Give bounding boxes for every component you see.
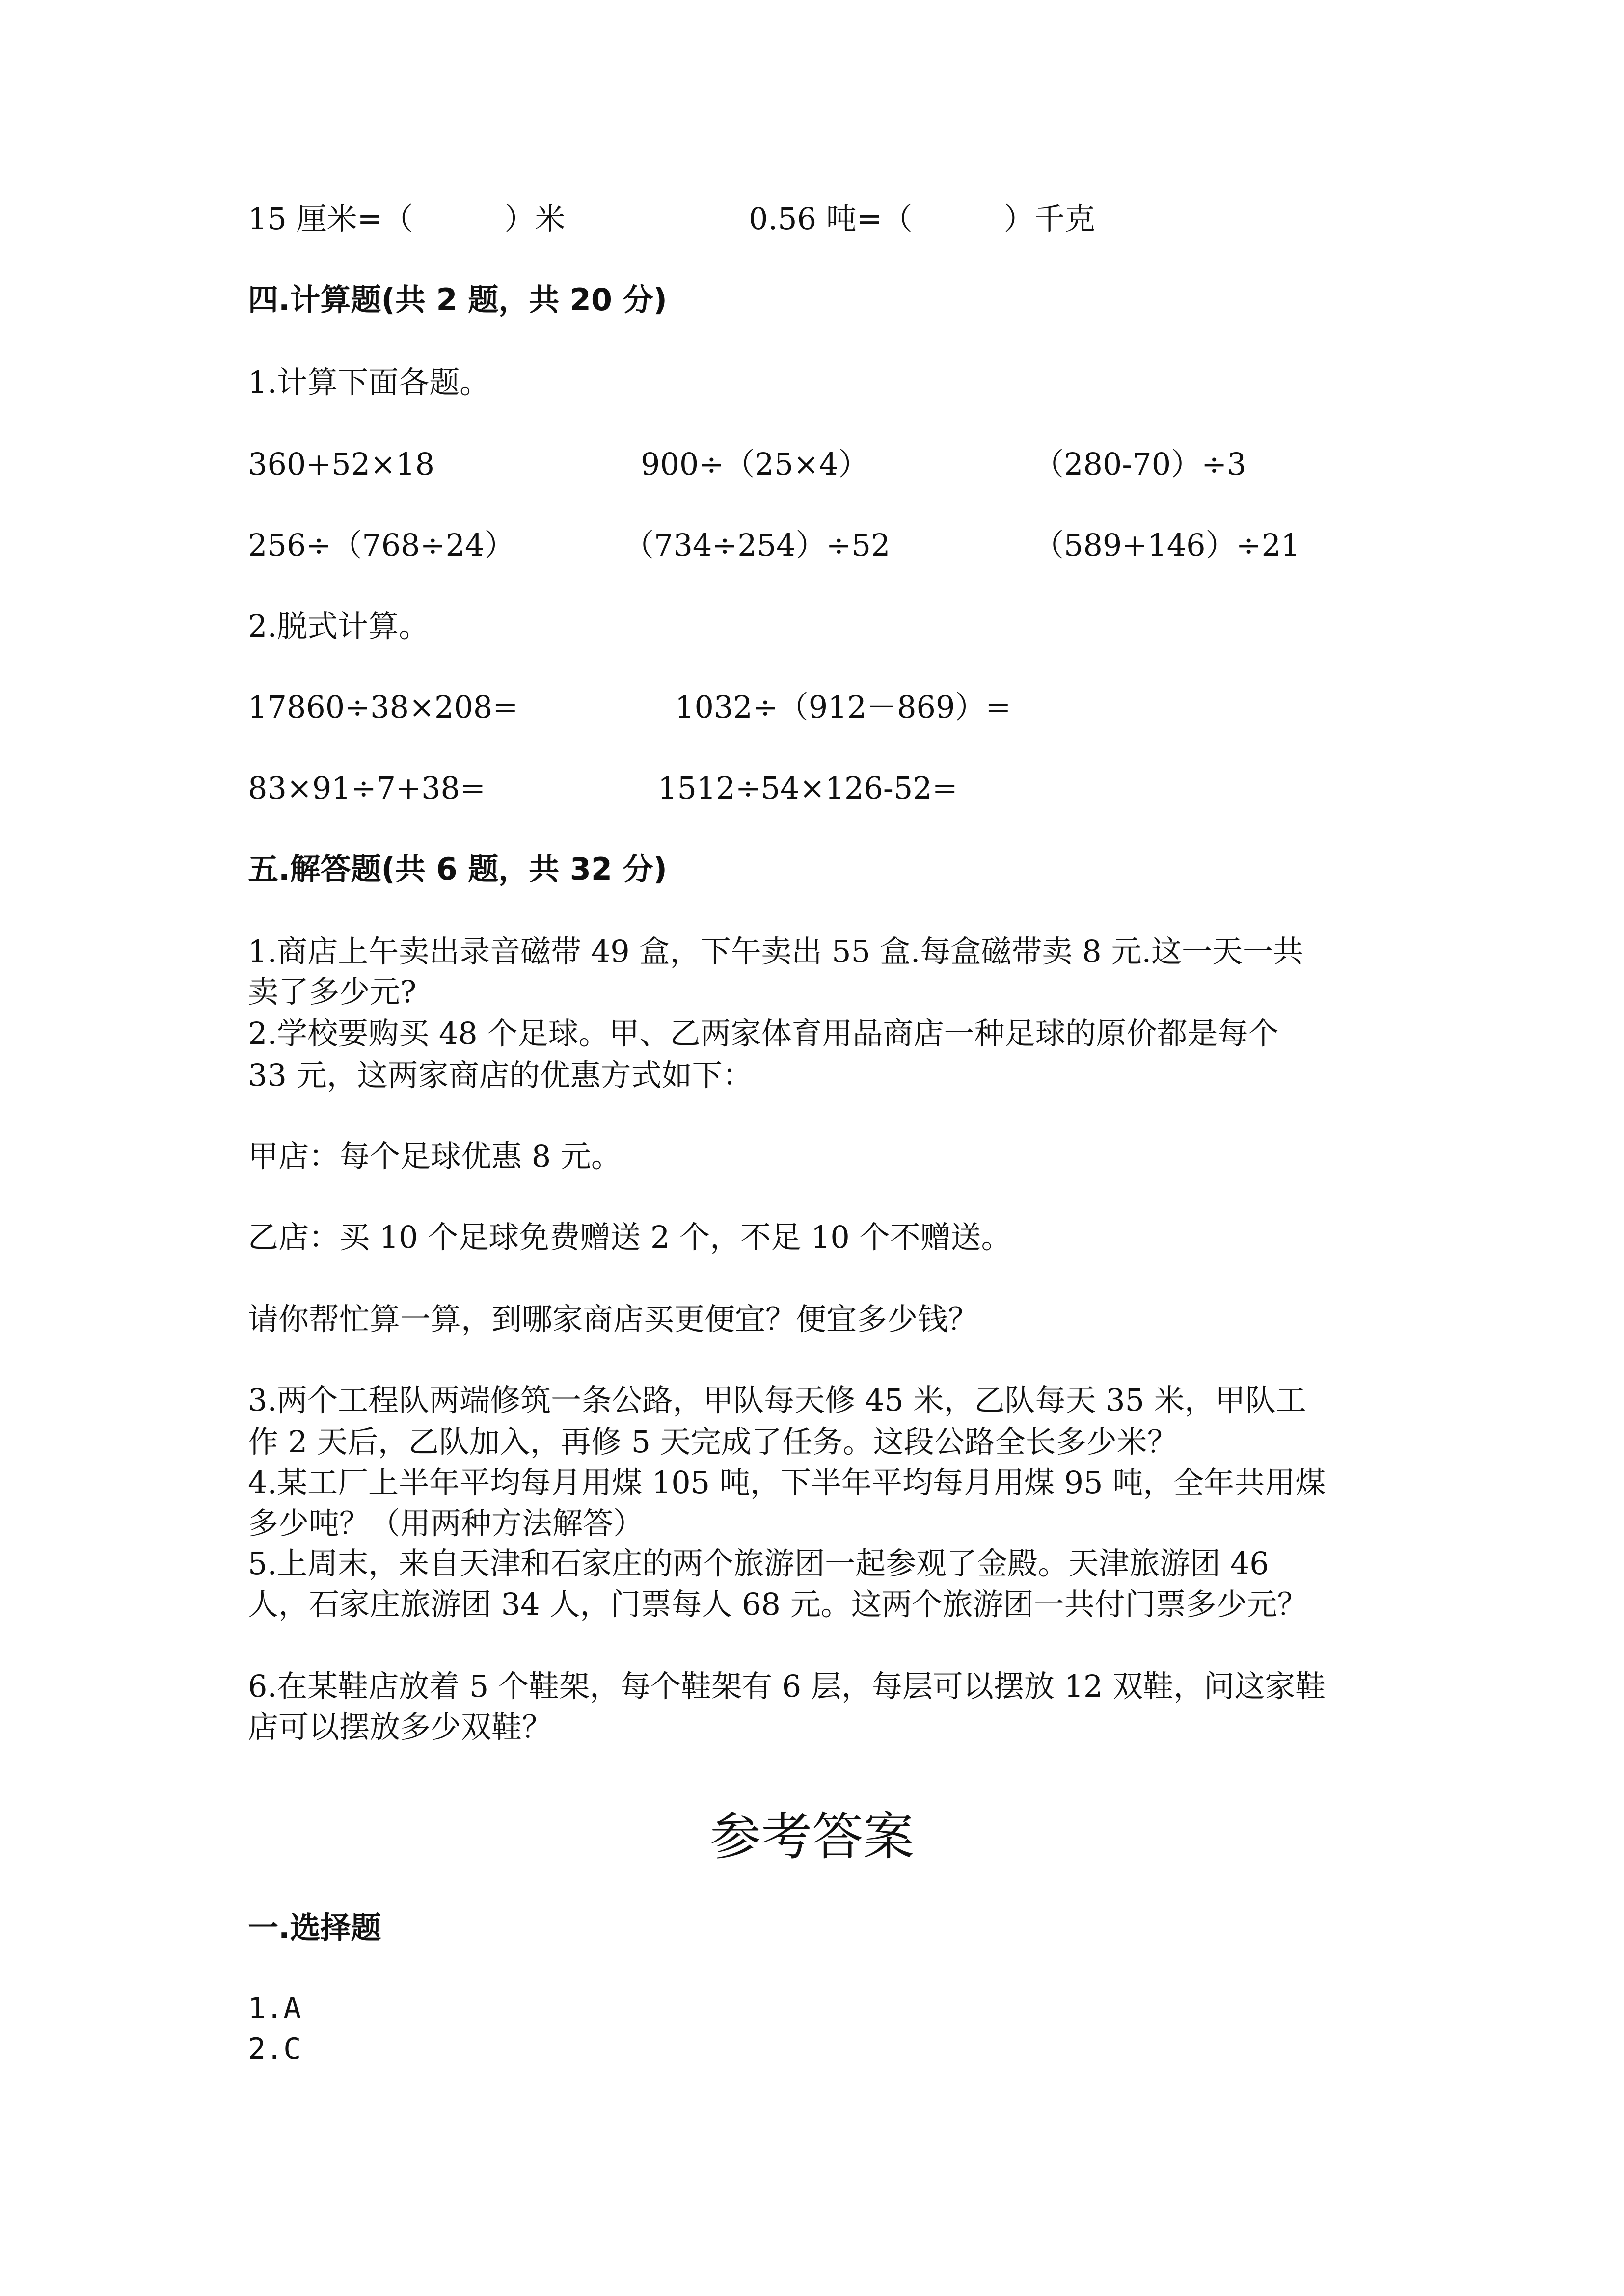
answers-section1-heading: 一.选择题: [248, 1910, 381, 1946]
q1-expr-2-1: 256÷（768÷24）: [248, 527, 515, 563]
problem-5-line-1: 5.上周末，来自天津和石家庄的两个旅游团一起参观了金殿。天津旅游团 46: [248, 1546, 1269, 1581]
q1-title: 1.计算下面各题。: [248, 364, 490, 400]
q2-expr-1-2: 1032÷（912－869）=: [675, 689, 1011, 725]
fill-in-item-2: 0.56 吨=（ ）千克: [749, 201, 1095, 237]
q1-expr-2-3: （589+146）÷21: [1033, 527, 1300, 563]
problem-4-line-1: 4.某工厂上半年平均每月用煤 105 吨，下半年平均每月用煤 95 吨，全年共用煤: [248, 1465, 1326, 1500]
problem-2-line-4: 乙店：买 10 个足球免费赠送 2 个，不足 10 个不赠送。: [248, 1219, 1012, 1255]
answers-title: 参考答案: [709, 1807, 914, 1867]
problem-6-line-2: 店可以摆放多少双鞋？: [248, 1709, 553, 1745]
q1-expr-1-2: 900÷（25×4）: [641, 446, 869, 482]
problem-1-line-2: 卖了多少元?: [248, 974, 417, 1010]
q2-expr-1-1: 17860÷38×208=: [248, 689, 518, 725]
q1-expr-1-1: 360+52×18: [248, 446, 435, 482]
section5-heading: 五.解答题(共 6 题，共 32 分): [248, 851, 667, 887]
problem-5-line-2: 人，石家庄旅游团 34 人，门票每人 68 元。这两个旅游团一共付门票多少元？: [248, 1586, 1308, 1622]
problem-3-line-2: 作 2 天后，乙队加入，再修 5 天完成了任务。这段公路全长多少米？: [248, 1424, 1178, 1460]
fill-in-item-1: 15 厘米=（ ）米: [248, 201, 566, 237]
problem-4-line-2: 多少吨？（用两种方法解答）: [248, 1505, 644, 1541]
problem-2-line-5: 请你帮忙算一算，到哪家商店买更便宜？便宜多少钱？: [248, 1301, 979, 1337]
answer-1: 1.A: [248, 1991, 301, 2026]
q2-expr-2-1: 83×91÷7+38=: [248, 770, 486, 806]
section4-heading: 四.计算题(共 2 题，共 20 分): [248, 282, 667, 318]
problem-6-line-1: 6.在某鞋店放着 5 个鞋架，每个鞋架有 6 层，每层可以摆放 12 双鞋，问这家鞋: [248, 1668, 1326, 1704]
problem-3-line-1: 3.两个工程队两端修筑一条公路，甲队每天修 45 米，乙队每天 35 米，甲队工: [248, 1382, 1306, 1418]
problem-2-line-2: 33 元，这两家商店的优惠方式如下：: [248, 1057, 753, 1093]
problem-2-line-3: 甲店：每个足球优惠 8 元。: [248, 1138, 622, 1174]
q2-title: 2.脱式计算。: [248, 608, 430, 644]
q2-expr-2-2: 1512÷54×126-52=: [658, 770, 958, 806]
problem-1-line-1: 1.商店上午卖出录音磁带 49 盒，下午卖出 55 盒.每盒磁带卖 8 元.这一天一共: [248, 934, 1304, 969]
q1-expr-2-2: （734÷254）÷52: [623, 527, 891, 563]
answer-2: 2.C: [248, 2032, 301, 2066]
q1-expr-1-3: （280-70）÷3: [1033, 446, 1246, 482]
problem-2-line-1: 2.学校要购买 48 个足球。甲、乙两家体育用品商店一种足球的原价都是每个: [248, 1015, 1279, 1051]
